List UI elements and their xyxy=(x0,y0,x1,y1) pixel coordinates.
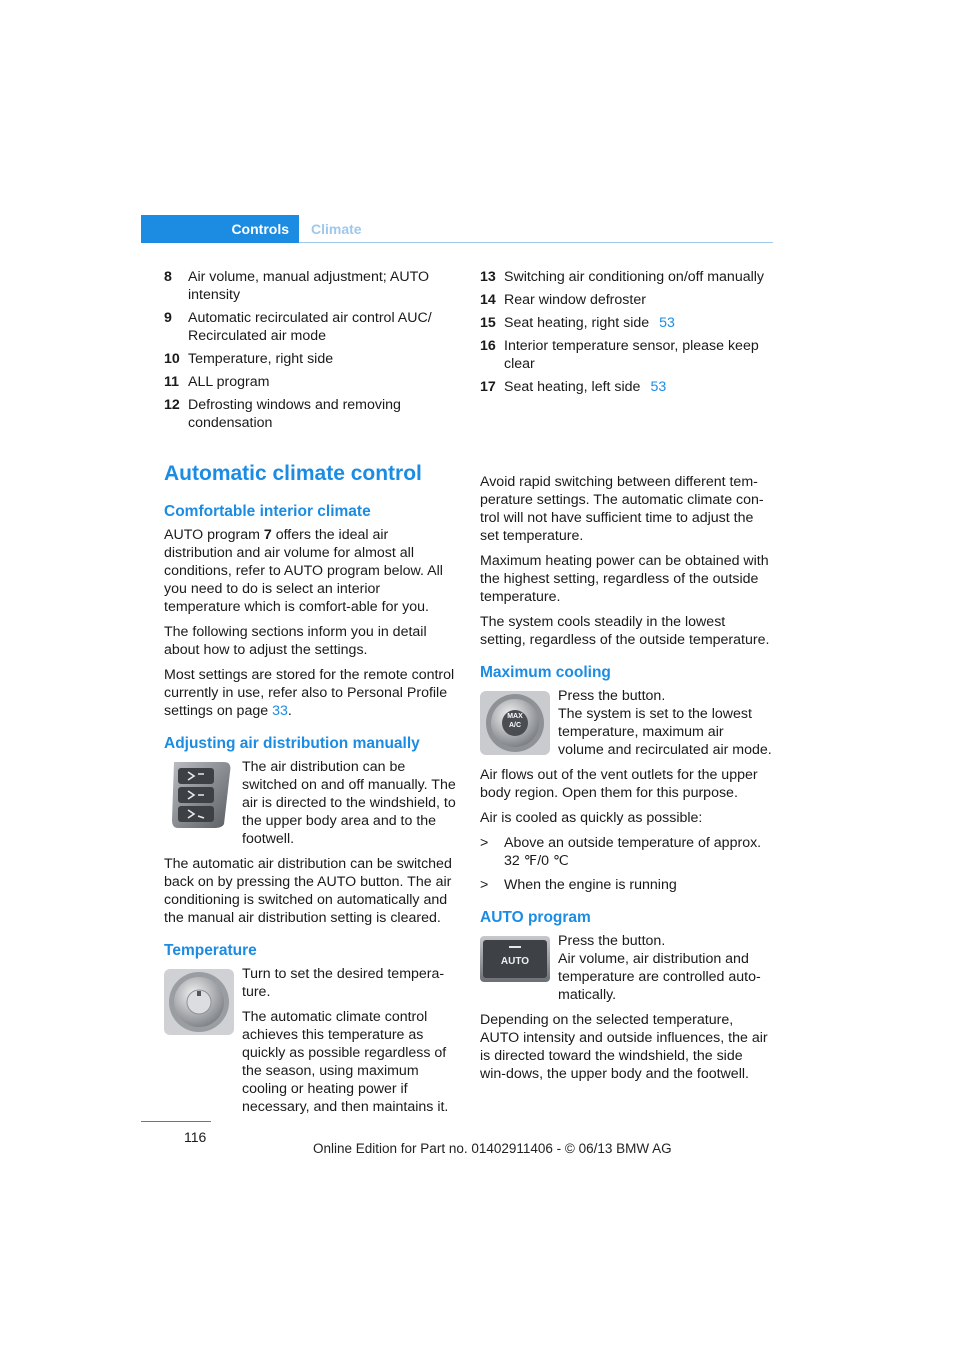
legend-item xyxy=(164,350,456,368)
page-reference-link[interactable]: 33 xyxy=(272,703,288,719)
section-manual-distribution xyxy=(164,734,456,927)
page-number: 116 xyxy=(184,1129,207,1145)
legend-number: 12 xyxy=(164,397,180,413)
legend-text: ALL program xyxy=(188,374,270,390)
section-tab-controls: Controls xyxy=(141,215,299,243)
legend-text: Defrosting windows and removing condensation xyxy=(188,397,401,431)
figure-row xyxy=(164,758,456,848)
legend-item xyxy=(164,268,456,304)
legend-item xyxy=(164,373,456,391)
page-title: Automatic climate control xyxy=(164,462,422,485)
page-header xyxy=(141,215,773,243)
figure-row xyxy=(480,932,772,1004)
legend-number: 14 xyxy=(480,292,496,308)
legend-number: 10 xyxy=(164,351,180,367)
heading-comfortable-climate: Comfortable interior climate xyxy=(164,503,371,520)
legend-left xyxy=(164,268,456,437)
temperature-knob-image xyxy=(164,969,234,1035)
max-label: MAX xyxy=(507,713,523,720)
legend-item xyxy=(164,309,456,345)
paragraph: Maximum heating power can be obtained with the highest setting, regardless of the outside temperature. xyxy=(480,553,769,605)
legend-text: Interior temperature sensor, please keep clear xyxy=(504,338,759,372)
paragraph: The automatic climate control achieves this temperature as quickly as possible regardless of the season, using maximum cooling or heating power if necessary, and then maintains it. xyxy=(242,1009,449,1115)
max-ac-button-image xyxy=(480,691,550,755)
ac-label: A/C xyxy=(508,722,522,729)
list-item xyxy=(480,876,772,894)
paragraph: Press the button. xyxy=(558,688,666,704)
air-distribution-icon xyxy=(164,762,234,828)
legend-number: 9 xyxy=(164,310,172,326)
bullet-marker: > xyxy=(480,877,489,893)
section-maximum-cooling xyxy=(480,663,772,894)
paragraph: Depending on the selected temperature, AUTO intensity and outside influences, the air is directed toward the windshield, the side win-dows, the upper body and the footwell. xyxy=(480,1012,768,1082)
legend-item xyxy=(164,396,456,432)
legend-right xyxy=(480,268,772,401)
page-reference-link[interactable]: 53 xyxy=(650,379,667,395)
legend-item xyxy=(480,378,772,396)
legend-number: 8 xyxy=(164,269,172,285)
legend-text: Air volume, manual adjustment; AUTO intensity xyxy=(188,269,430,303)
bullet-marker: > xyxy=(480,835,489,851)
list-text: Above an outside temperature of approx. 32 ℉/0 ℃ xyxy=(504,835,762,869)
auto-button-image xyxy=(480,936,550,982)
temperature-knob-icon xyxy=(164,969,234,1035)
legend-text: Temperature, right side xyxy=(188,351,334,367)
legend-text: Switching air conditioning on/off manually xyxy=(504,269,764,285)
right-column xyxy=(480,473,772,1090)
heading-maximum-cooling: Maximum cooling xyxy=(480,664,611,681)
legend-text: Seat heating, left side xyxy=(504,379,641,395)
paragraph: The automatic air distribution can be switched back on by pressing the AUTO button. The air conditioning is switched on automatically and the manual air distribution setting is cleared. xyxy=(164,856,452,926)
figure-row xyxy=(164,965,456,1116)
paragraph: The system cools steadily in the lowest setting, regardless of the outside temperature. xyxy=(480,614,770,648)
section-auto-program xyxy=(480,908,772,1083)
text: Most settings are stored for the remote control currently in use, refer also to Personal Profile settings on page xyxy=(164,667,455,719)
heading-auto-program: AUTO program xyxy=(480,909,591,926)
list-text: When the engine is running xyxy=(504,877,677,893)
edition-footer: Online Edition for Part no. 01402911406 - © 06/13 BMW AG xyxy=(313,1141,672,1156)
legend-item xyxy=(480,337,772,373)
paragraph xyxy=(164,526,456,616)
section-temperature xyxy=(164,941,456,1116)
legend-text: Seat heating, right side xyxy=(504,315,650,331)
paragraph: Air is cooled as quickly as possible: xyxy=(480,810,703,826)
page-number-rule xyxy=(141,1121,211,1122)
paragraph: The following sections inform you in detail about how to adjust the settings. xyxy=(164,624,427,658)
legend-text: Automatic recirculated air control AUC/ Recirculated air mode xyxy=(188,310,432,344)
paragraph: Air flows out of the vent outlets for the upper body region. Open them for this purpose. xyxy=(480,767,758,801)
text: AUTO program xyxy=(164,527,264,543)
text: . xyxy=(287,703,292,719)
heading-air-distribution: Adjusting air distribution manually xyxy=(164,735,420,752)
legend-item xyxy=(480,291,772,309)
legend-number: 11 xyxy=(164,374,179,390)
legend-number: 16 xyxy=(480,338,496,354)
left-column xyxy=(164,502,456,1116)
bullet-list xyxy=(480,834,772,894)
paragraph: Avoid rapid switching between different tem-perature settings. The automatic climate con-trol will not have sufficient time to adjust the set temperature. xyxy=(480,474,764,544)
legend-item xyxy=(480,268,772,286)
paragraph: The system is set to the lowest temperature, maximum air volume and recirculated air mode. xyxy=(558,706,772,758)
paragraph xyxy=(164,666,456,720)
page-reference-link[interactable]: 53 xyxy=(659,315,675,331)
legend-text: Rear window defroster xyxy=(504,292,646,308)
legend-number: 13 xyxy=(480,269,496,285)
heading-temperature: Temperature xyxy=(164,942,257,959)
section-tab-climate: Climate xyxy=(311,221,362,237)
legend-number: 15 xyxy=(480,315,496,331)
air-distribution-buttons-image xyxy=(164,762,234,828)
list-item xyxy=(480,834,772,870)
paragraph: Air volume, air distribution and temperature are controlled auto-matically. xyxy=(558,951,761,1003)
max-ac-label xyxy=(502,712,528,730)
paragraph: The air distribution can be switched on and off manually. The air is directed to the windshield, to the upper body area and to the footwell. xyxy=(242,759,456,847)
auto-label: AUTO xyxy=(500,956,530,967)
legend-item xyxy=(480,314,772,332)
reference-number: 7 xyxy=(263,527,272,543)
paragraph: Press the button. xyxy=(558,933,666,949)
legend-number: 17 xyxy=(480,379,496,395)
paragraph: Turn to set the desired tempera-ture. xyxy=(242,966,445,1000)
text: offers the ideal air distribution and air volume for almost all conditions, refer to AUTO program below. All you need to do is select an interior temperature which is comfort-able for you. xyxy=(164,527,443,615)
figure-row xyxy=(480,687,772,759)
